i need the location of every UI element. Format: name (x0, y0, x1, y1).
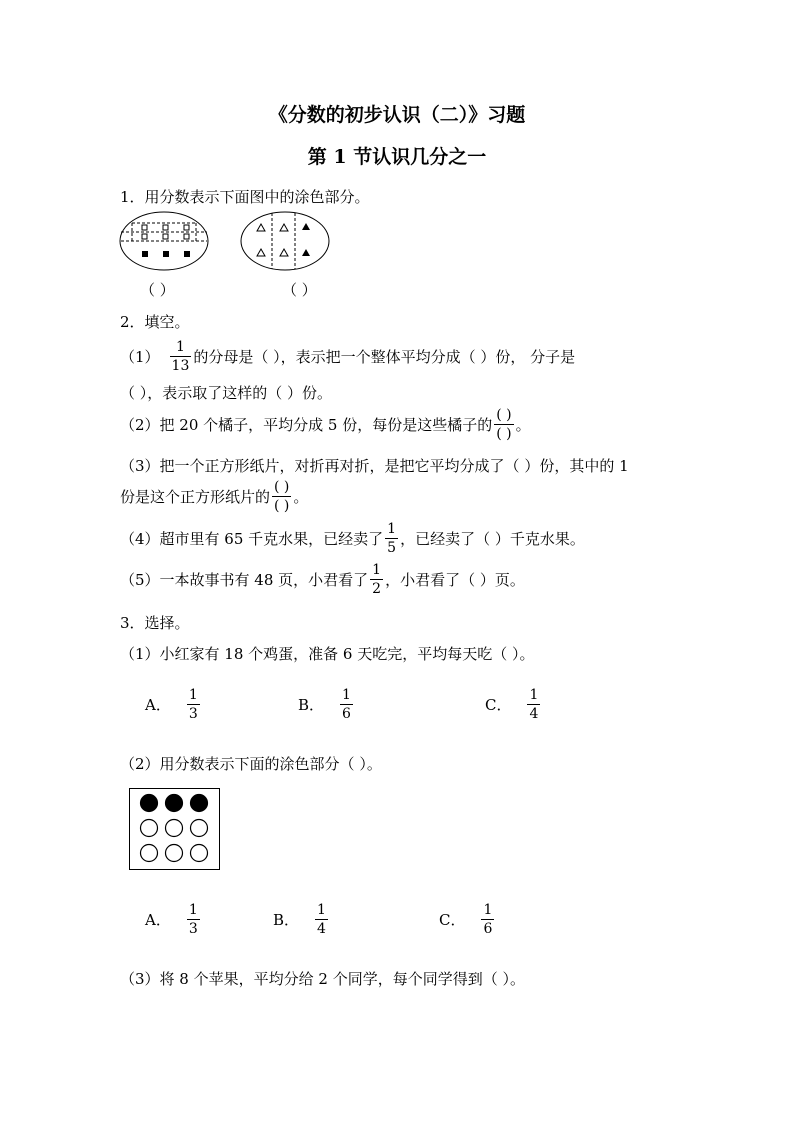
fraction-denominator: 4 (317, 921, 326, 937)
oval-triangles-figure (239, 210, 331, 272)
option-letter: B． (298, 696, 325, 714)
q2-item-2-end: 。 (515, 416, 531, 434)
empty-circle (191, 845, 208, 862)
fraction-numerator: 1 (188, 687, 198, 703)
fraction-numerator: ( ) (496, 407, 512, 423)
option-c[interactable] (485, 688, 542, 721)
filled-circle (141, 795, 158, 812)
fraction (170, 340, 192, 373)
fraction-numerator: ( ) (274, 479, 290, 495)
fraction-denominator: 6 (342, 706, 351, 722)
fraction-denominator: 13 (171, 358, 190, 374)
fraction-numerator: 1 (188, 902, 198, 918)
q3-item-2: （2）用分数表示下面的涂色部分（ ）。 (120, 755, 382, 773)
fraction-denominator: ( ) (274, 498, 290, 514)
option-letter: C． (439, 911, 466, 929)
q2-item-4-end: ，已经卖了（ ）千克水果。 (400, 530, 585, 548)
q2-item-1-line2: （ ），表示取了这样的（ ）份。 (120, 384, 333, 402)
fraction (340, 688, 353, 721)
fraction-numerator: 1 (529, 687, 539, 703)
empty-circle (191, 820, 208, 837)
fraction (187, 903, 200, 936)
option-a[interactable] (145, 903, 202, 936)
fraction-denominator: 6 (483, 921, 493, 937)
fraction (527, 688, 540, 721)
q3-item-1: （1）小红家有 18 个鸡蛋，准备 6 天吃完，平均每天吃（ ）。 (120, 645, 535, 663)
q2-item-3 (120, 480, 308, 513)
fraction (370, 563, 383, 596)
empty-circle (166, 845, 183, 862)
fraction-numerator: 1 (317, 902, 326, 918)
q2-item-5-end: ，小君看了（ ）页。 (385, 571, 525, 589)
q2-item-5 (120, 563, 525, 596)
fraction-denominator: 4 (529, 706, 539, 722)
q2-item-3-line1: （3）把一个正方形纸片，对折再对折，是把它平均分成了（ ）份，其中的 1 (120, 457, 629, 475)
option-b[interactable] (273, 903, 330, 936)
filled-circle (166, 795, 183, 812)
option-letter: C． (485, 696, 512, 714)
fraction-denominator: 3 (188, 921, 198, 937)
fraction-numerator: 1 (342, 687, 351, 703)
q2-item-2-text: （2）把 20 个橘子，平均分成 5 份，每份是这些橘子的 (120, 416, 493, 434)
fraction (385, 522, 398, 555)
page-title: 《分数的初步认识（二）》习题 (268, 104, 526, 126)
fraction-denominator: 2 (372, 581, 382, 597)
circle-grid-figure (129, 788, 221, 871)
q2-item-4-text: （4）超市里有 65 千克水果，已经卖了 (120, 530, 384, 548)
option-letter: A． (145, 696, 171, 714)
fraction-numerator: 1 (387, 521, 397, 537)
fraction-numerator: 1 (483, 902, 493, 918)
q3-label: 3．选择。 (120, 614, 190, 632)
option-letter: B． (273, 911, 300, 929)
fraction (481, 903, 494, 936)
q2-item-5-text: （5）一本故事书有 48 页，小君看了 (120, 571, 369, 589)
fraction (315, 903, 328, 936)
q3-item-3: （3）将 8 个苹果，平均分给 2 个同学，每个同学得到（ ）。 (120, 970, 525, 988)
empty-circle (166, 820, 183, 837)
fraction-numerator: 1 (176, 339, 185, 355)
section-title: 第 1 节认识几分之一 (307, 146, 487, 168)
fraction-denominator: 3 (188, 706, 198, 722)
fraction-denominator: 5 (387, 540, 397, 556)
fraction (272, 480, 291, 513)
option-letter: A． (145, 911, 171, 929)
q2-item-1 (120, 340, 575, 373)
q2-item-3-text: 份是这个正方形纸片的 (120, 488, 271, 506)
q2-item-1-text: 的分母是（ ），表示把一个整体平均分成（ ）份， 分子是 (193, 348, 576, 366)
fraction-denominator: ( ) (496, 426, 512, 442)
q1-answer-a: （ ） (140, 281, 175, 299)
q2-item-1-prefix: （1） (120, 348, 160, 366)
empty-circle (141, 820, 158, 837)
filled-circle (191, 795, 208, 812)
q2-item-3-end: 。 (293, 488, 309, 506)
q2-label: 2．填空。 (120, 313, 190, 331)
q2-item-2 (120, 408, 531, 441)
q1-answer-b: （ ） (282, 281, 317, 299)
q2-item-4 (120, 522, 585, 555)
empty-circle (141, 845, 158, 862)
option-a[interactable] (145, 688, 202, 721)
fraction (187, 688, 200, 721)
option-c[interactable] (439, 903, 496, 936)
fraction (494, 408, 513, 441)
option-b[interactable] (298, 688, 355, 721)
oval-squares-figure (118, 210, 210, 272)
fraction-numerator: 1 (372, 562, 382, 578)
q1-label: 1．用分数表示下面图中的涂色部分。 (120, 188, 370, 206)
